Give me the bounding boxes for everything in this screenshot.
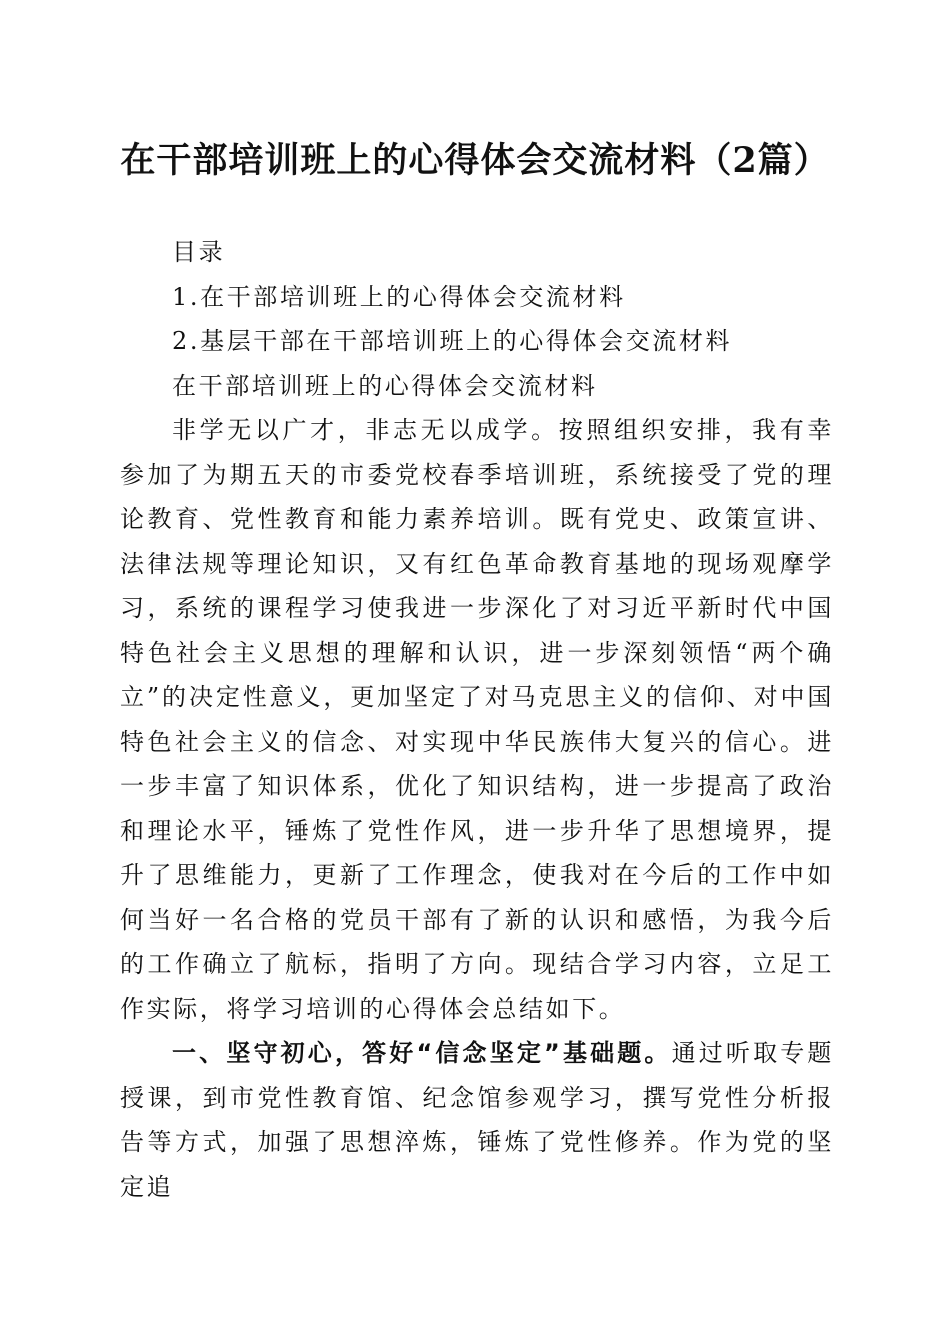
document-body bbox=[120, 230, 834, 1209]
toc-item: 2.基层干部在干部培训班上的心得体会交流材料 bbox=[172, 327, 733, 355]
section-title: 在干部培训班上的心得体会交流材料 bbox=[172, 371, 598, 400]
paragraph-text: 通过听取专题授课，到市党性教育馆、纪念馆参观学习，撰写党性分析报告等方式，加强了思想淬炼，锤炼了党性修养。作为党的坚定追 bbox=[120, 1039, 834, 1201]
document-title: 在干部培训班上的心得体会交流材料（2篇） bbox=[120, 140, 830, 181]
body-paragraph: 非学无以广才，非志无以成学。按照组织安排，我有幸参加了为期五天的市委党校春季培训班，系统接受了党的理论教育、党性教育和能力素养培训。既有党史、政策宣讲、法律法规等理论知识，又有红色革命教育基地的现场观摩学习，系统的课程学习使我进一步深化了对习近平新时代中国特色社会主义思想的理解和认识，进一步深刻领悟“两个确立”的决定性意义，更加坚定了对马克思主义的信仰、对中国特色社会主义的信念、对实现中华民族伟大复兴的信心。进一步丰富了知识体系，优化了知识结构，进一步提高了政治和理论水平，锤炼了党性作风，进一步升华了思想境界，提升了思维能力，更新了工作理念，使我对在今后的工作中如何当好一名合格的党员干部有了新的认识和感悟，为我今后的工作确立了航标，指明了方向。现结合学习内容，立足工作实际，将学习培训的心得体会总结如下。 bbox=[120, 416, 834, 1023]
body-paragraph bbox=[120, 1031, 834, 1209]
toc-heading: 目录 bbox=[172, 238, 226, 266]
paragraph-heading: 一、坚守初心，答好“信念坚定”基础题。 bbox=[172, 1039, 672, 1067]
toc-item: 1.在干部培训班上的心得体会交流材料 bbox=[172, 282, 626, 311]
